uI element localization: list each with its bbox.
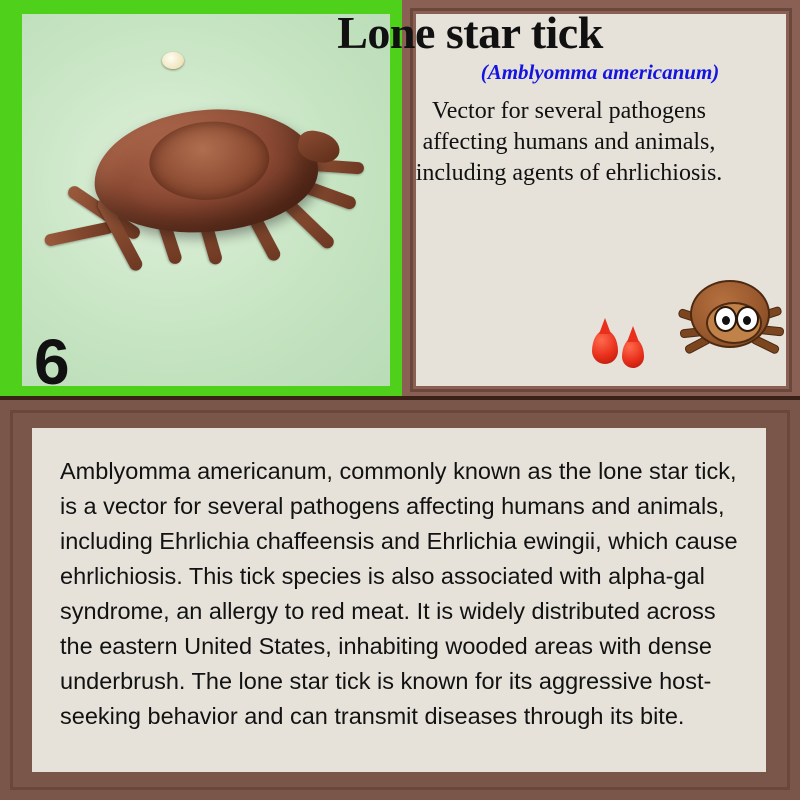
- description-text: Amblyomma americanum, commonly known as the lone star tick, is a vector for several pathogens affecting humans and animals, including Ehrlichia chaffeensis and Ehrlichia ewingii, which cause ehrlichiosis. This tick species is also associated with alpha-gal syndrome, an allergy to red meat. It is widely distributed across the eastern United States, inhabiting wooded areas with dense underbrush. The lone star tick is known for its aggressive host-seeking behavior and can transmit diseases through its bite.: [60, 458, 738, 729]
- summary-blurb: Vector for several pathogens affecting humans and animals, including agents of ehrlichiosis.: [415, 98, 723, 186]
- cartoon-tick-eye: [714, 306, 737, 332]
- tick-photograph: [22, 14, 390, 386]
- description-paper: [32, 428, 766, 772]
- tick-lone-star-spot: [162, 52, 184, 69]
- blood-drop-icon: [622, 338, 644, 368]
- blood-drop-icon: [592, 330, 618, 364]
- scientific-name: (Amblyomma americanum): [480, 60, 720, 84]
- cartoon-tick-pupil: [722, 316, 730, 325]
- bottom-panel: [0, 400, 800, 800]
- page-title: Lone star tick: [337, 7, 603, 58]
- tick-scutum: [147, 118, 272, 204]
- card-number: 6: [34, 326, 70, 386]
- cartoon-tick-eye: [736, 306, 759, 332]
- cartoon-tick-pupil: [743, 316, 751, 325]
- cartoon-tick-icon: [676, 276, 786, 376]
